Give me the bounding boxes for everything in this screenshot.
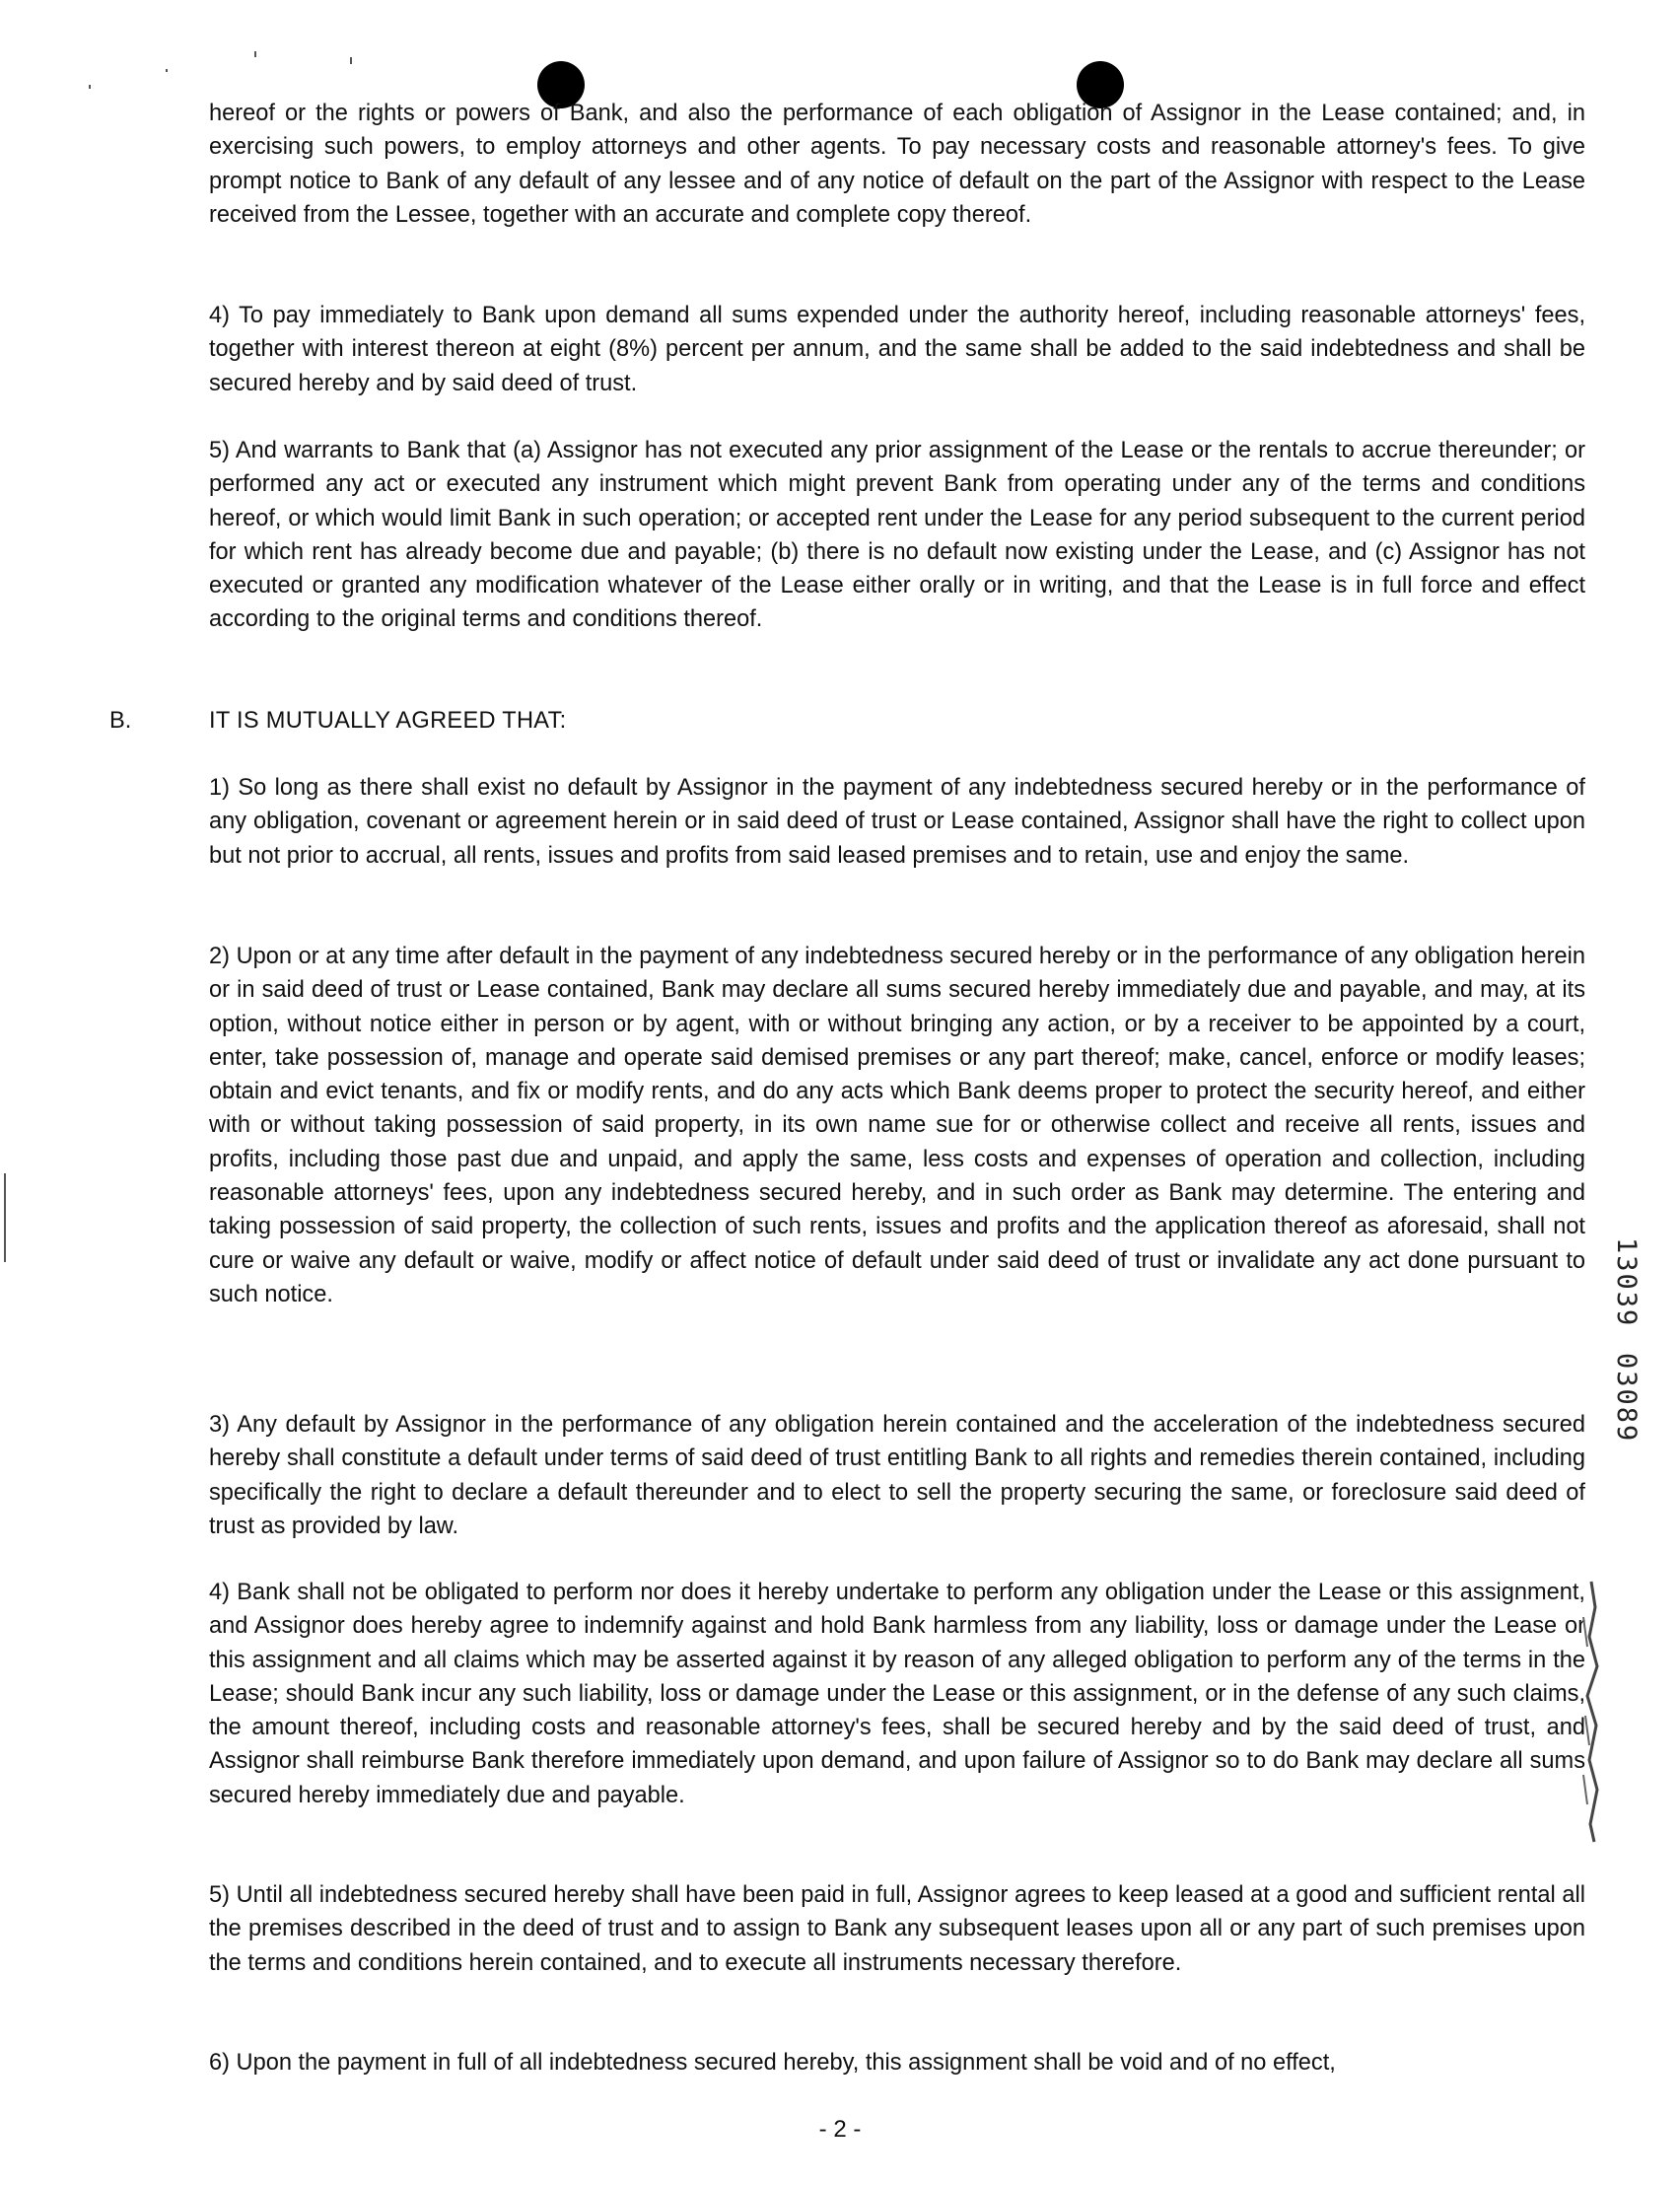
paragraph-b6: 6) Upon the payment in full of all indebtedness secured hereby, this assignment shall be void and of no effect, (209, 2050, 1336, 2076)
scan-speck (4, 1173, 6, 1262)
scan-speck (350, 57, 352, 64)
stamp-group-2: 03089 (1611, 1353, 1642, 1444)
scan-speck (254, 51, 256, 57)
paragraph-a4: 4) To pay immediately to Bank upon demand all sums expended under the authority hereof, including reasonable attorneys' fees, together with interest thereon at eight (8%) percent per annum, and the same shall be added to the said indebtedness and shall be secured hereby and by said deed of trust. (209, 303, 1585, 396)
section-letter: B. (109, 708, 132, 734)
paragraph-b3: 3) Any default by Assignor in the performance of any obligation herein contained and the acceleration of the indebtedness secured hereby shall constitute a default under terms of said deed of trust entitling Bank to all rights and remedies therein contained, including specifically the right to declare a default thereunder and to elect to sell the property securing the same, or foreclosure said deed of trust as provided by law. (209, 1412, 1585, 1539)
margin-stamp (1613, 1237, 1643, 1444)
paragraph-b4: 4) Bank shall not be obligated to perform nor does it hereby undertake to perform any obligation under the Lease or this assignment, and Assignor does hereby agree to indemnify against and hold Bank harmless from any liability, loss or damage under the Lease or this assignment and all claims which may be asserted against it by reason of any alleged obligation to perform any of the terms in the Lease; should Bank incur any such liability, loss or damage under the Lease or this assignment, or in the defense of any such claims, the amount thereof, including costs and reasonable attorney's fees, shall be secured hereby and by the said deed of trust, and Assignor shall reimburse Bank therefore immediately upon demand, and upon failure of Assignor so to do Bank may declare all sums secured hereby immediately due and payable. (209, 1580, 1585, 1808)
edge-bleed-artifact (1577, 1578, 1603, 1844)
paragraph-a5: 5) And warrants to Bank that (a) Assignor has not executed any prior assignment of the Lease or the rentals to accrue thereunder; or performed any act or executed any instrument which might prevent Bank from operating under any of the terms and conditions hereof, or which would limit Bank in such operation; or accepted rent under the Lease for any period subsequent to the current period for which rent has already become due and payable; (b) there is no default now existing under the Lease, and (c) Assignor has not executed or granted any modification whatever of the Lease either orally or in writing, and that the Lease is in full force and effect according to the original terms and conditions thereof. (209, 438, 1585, 633)
paragraph-continued: hereof or the rights or powers of Bank, and also the performance of each obligation of Assignor in the Lease contained; and, in exercising such powers, to employ attorneys and other agents. To pay necessary costs and reasonable attorney's fees. To give prompt notice to Bank of any default of any lessee and of any notice of default on the part of the Assignor with respect to the Lease received from the Lessee, together with an accurate and complete copy thereof. (209, 101, 1585, 228)
stamp-group-1: 13039 (1611, 1237, 1642, 1328)
paragraph-b2: 2) Upon or at any time after default in the payment of any indebtedness secured hereby or in the performance of any obligation herein or in said deed of trust or Lease contained, Bank may declare all sums secured hereby immediately due and payable, and may, at its option, without notice either in person or by agent, with or without bringing any action, or by a receiver to be appointed by a court, enter, take possession of, manage and operate said demised premises or any part thereof; make, cancel, enforce or modify leases; obtain and evict tenants, and fix or modify rents, and do any acts which Bank deems proper to protect the security hereof, and either with or without taking possession of said property, in its own name sue for or otherwise collect and receive all rents, issues and profits, including those past due and unpaid, and apply the same, less costs and expenses of operation and collection, including reasonable attorneys' fees, upon any indebtedness secured hereby, and in such order as Bank may determine. The entering and taking possession of said property, the collection of such rents, issues and profits and the application thereof as aforesaid, shall not cure or waive any default or waive, modify or affect notice of default under said deed of trust or invalidate any act done pursuant to such notice. (209, 944, 1585, 1307)
paragraph-b5: 5) Until all indebtedness secured hereby shall have been paid in full, Assignor agrees to keep leased at a good and sufficient rental all the premises described in the deed of trust and to assign to Bank any subsequent leases upon all or any part of such premises upon the terms and conditions herein contained, and to execute all instruments necessary therefore. (209, 1882, 1585, 1976)
scan-speck (166, 69, 168, 72)
paragraph-b1: 1) So long as there shall exist no default by Assignor in the payment of any indebtedness secured hereby or in the performance of any obligation, covenant or agreement herein or in said deed of trust or Lease contained, Assignor shall have the right to collect upon but not prior to accrual, all rents, issues and profits from said leased premises and to retain, use and enjoy the same. (209, 775, 1585, 869)
section-heading: IT IS MUTUALLY AGREED THAT: (209, 708, 567, 734)
scan-speck (89, 85, 91, 89)
page-number: - 2 - (818, 2116, 862, 2143)
